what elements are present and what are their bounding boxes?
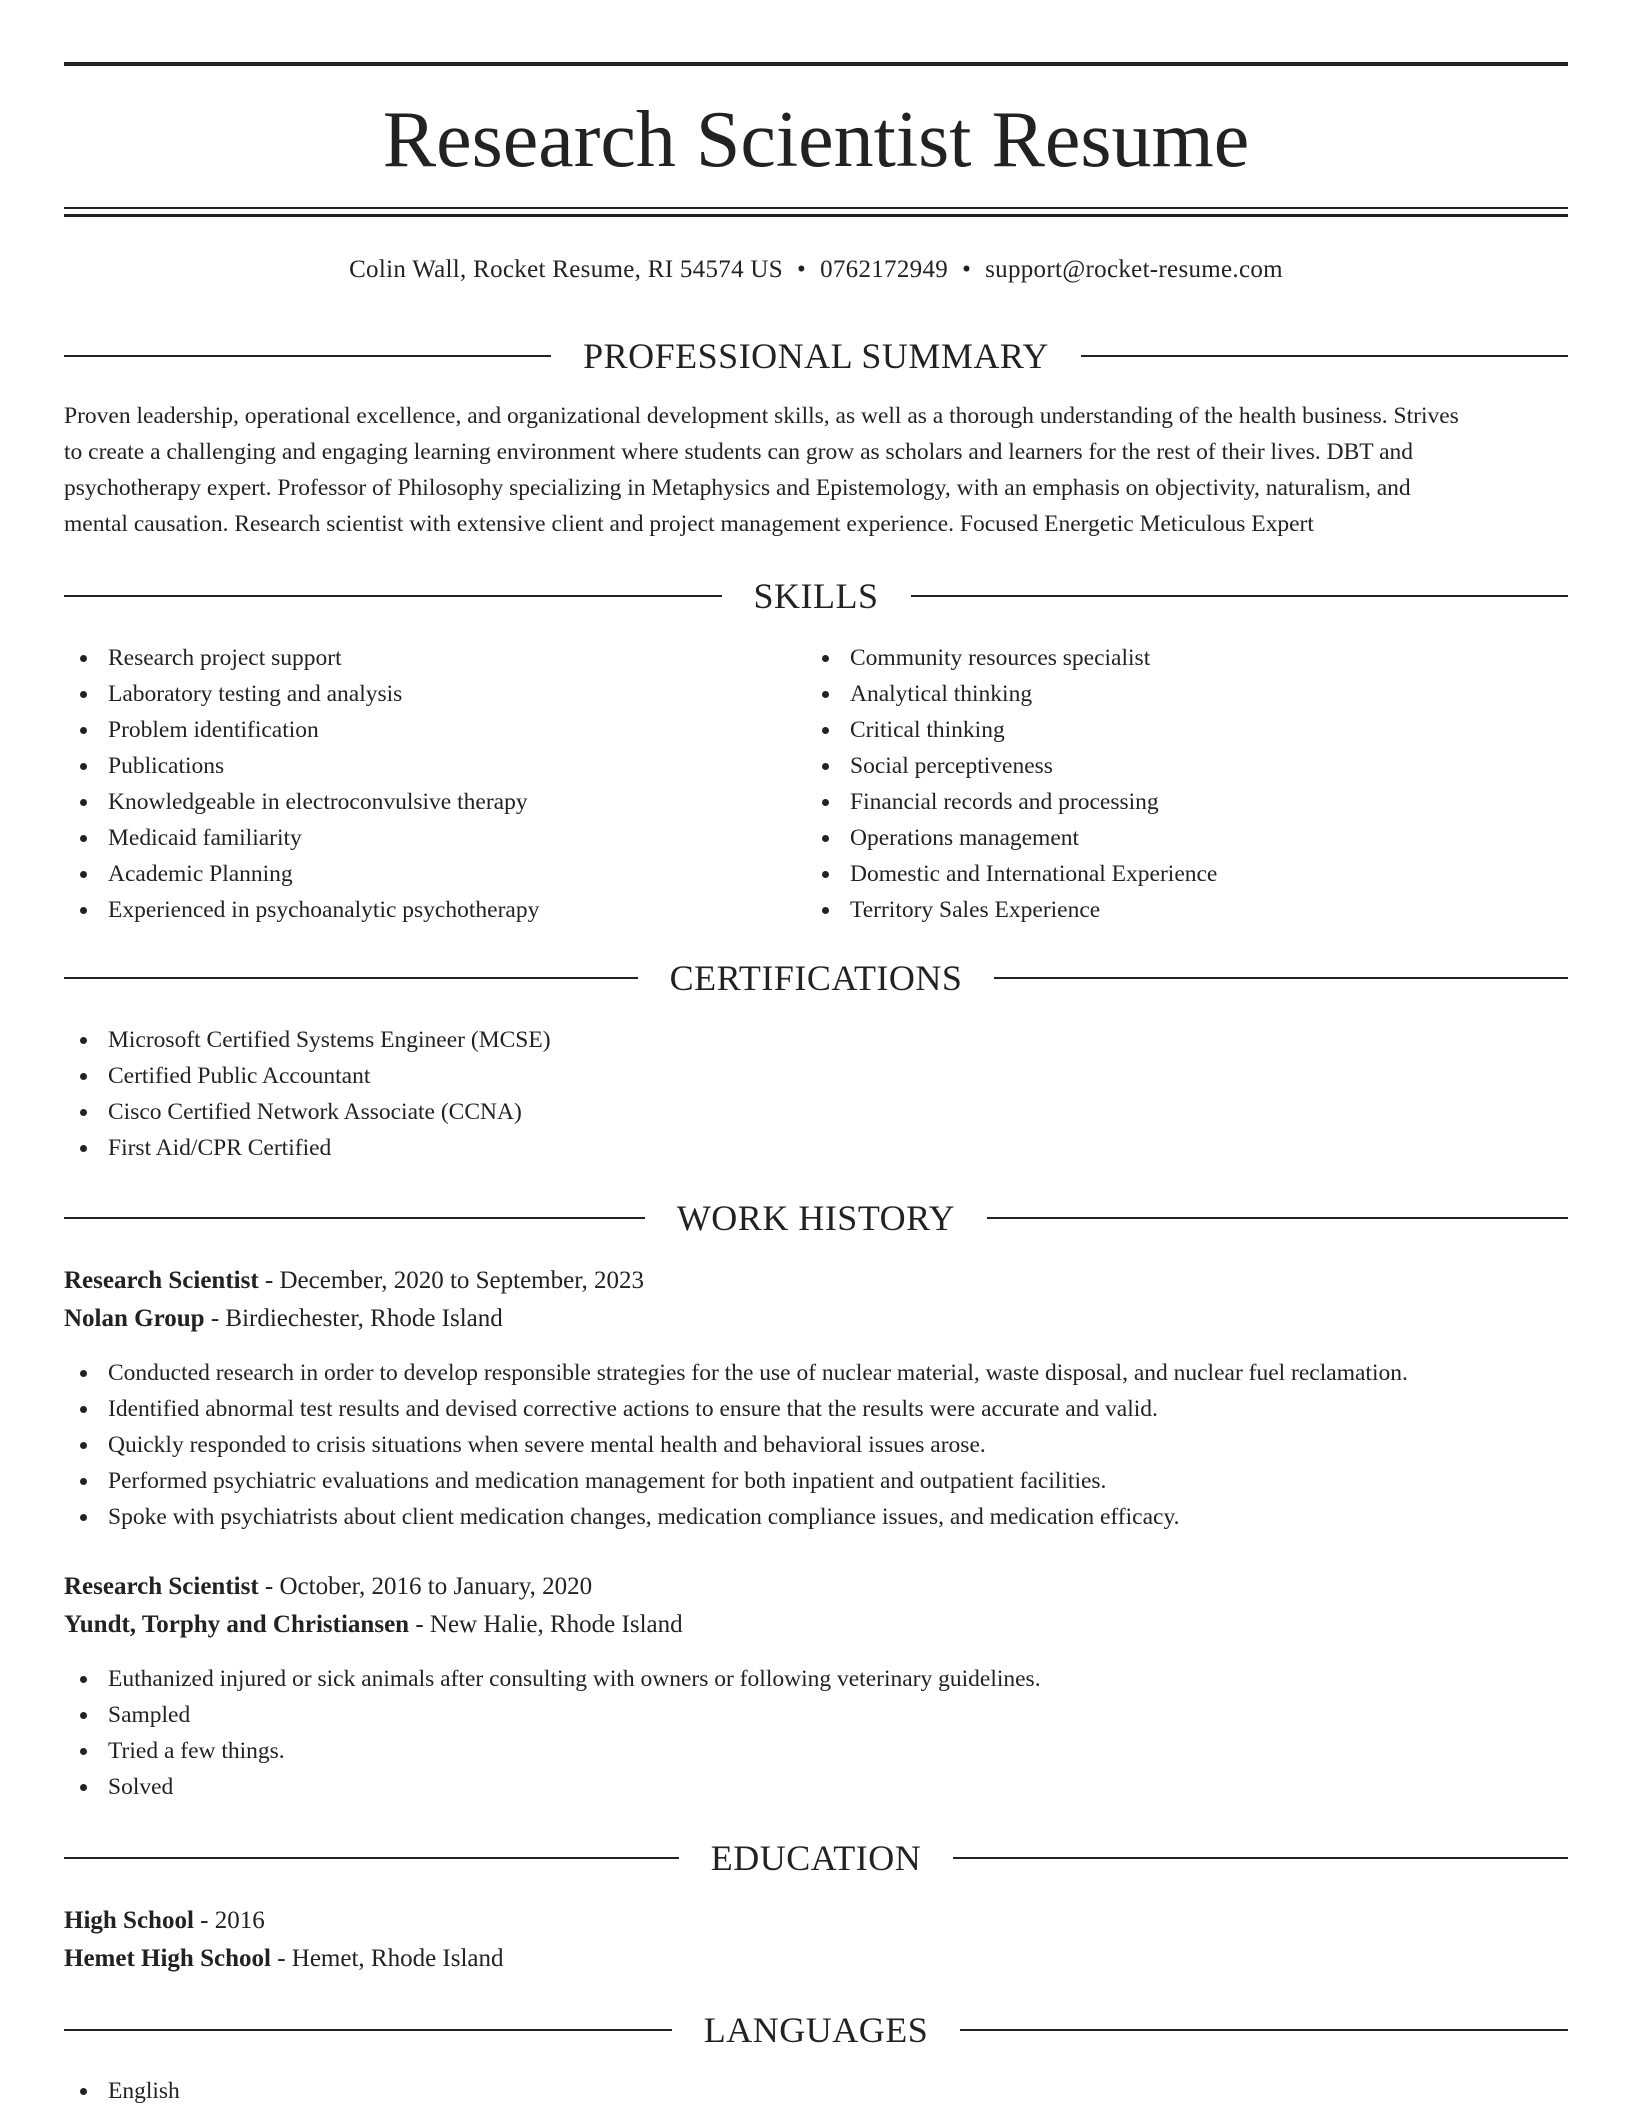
divider-line	[64, 2029, 672, 2031]
education-degree-line	[64, 1903, 1568, 1939]
divider-line	[960, 2029, 1568, 2031]
skill-item: Social perceptiveness	[806, 748, 1566, 784]
contact-email[interactable]: support@rocket-resume.com	[985, 256, 1283, 283]
divider-line	[64, 355, 551, 357]
contact-address: Colin Wall, Rocket Resume, RI 54574 US	[349, 256, 783, 283]
education-degree: High School	[64, 1907, 194, 1934]
job-bullets	[64, 1661, 1568, 1805]
contact-line	[64, 254, 1568, 286]
title-rule-upper	[64, 207, 1568, 209]
section-header-skills	[64, 574, 1568, 618]
skill-item: Academic Planning	[64, 856, 764, 892]
language-item: English	[64, 2073, 1568, 2109]
education-school-line	[64, 1941, 1568, 1977]
summary-line: to create a challenging and engaging learning environment where students can grow as scholars and learners for the rest of their lives. DBT and	[64, 439, 1414, 465]
education-school: Hemet High School	[64, 1945, 271, 1972]
certification-item: Cisco Certified Network Associate (CCNA)	[64, 1094, 1568, 1130]
divider-line	[64, 977, 638, 979]
job-title-line	[64, 1569, 1568, 1605]
certification-item: Microsoft Certified Systems Engineer (MCSE)	[64, 1022, 1568, 1058]
section-header-work-history	[64, 1196, 1568, 1240]
skills-list-left	[64, 640, 764, 928]
job-company: Yundt, Torphy and Christiansen	[64, 1611, 410, 1638]
section-title: LANGUAGES	[703, 2010, 929, 2050]
skills-list-right	[806, 640, 1566, 928]
section-header-languages	[64, 2008, 1568, 2052]
job-dates: - December, 2020 to September, 2023	[258, 1267, 645, 1294]
skill-item: Medicaid familiarity	[64, 820, 764, 856]
divider-line	[1081, 355, 1568, 357]
job-bullet: Euthanized injured or sick animals after consulting with owners or following veterinary guidelines.	[64, 1661, 1568, 1697]
divider-line	[994, 977, 1568, 979]
section-title: WORK HISTORY	[676, 1198, 956, 1238]
summary-text	[64, 398, 1568, 542]
job-company: Nolan Group	[64, 1305, 205, 1332]
resume-title: Research Scientist Resume	[382, 96, 1250, 184]
skill-item: Domestic and International Experience	[806, 856, 1566, 892]
skill-item: Knowledgeable in electroconvulsive therapy	[64, 784, 764, 820]
job-company-line	[64, 1607, 1568, 1643]
summary-line: Proven leadership, operational excellence, and organizational development skills, as well as a thorough understanding of the health business. Strives	[64, 403, 1459, 429]
title-rule-lower	[64, 214, 1568, 217]
job-dates: - October, 2016 to January, 2020	[258, 1573, 593, 1600]
divider-line	[64, 1857, 679, 1859]
job-title: Research Scientist	[64, 1267, 259, 1294]
skill-item: Territory Sales Experience	[806, 892, 1566, 928]
certifications-list	[64, 1022, 1568, 1166]
job-location: - New Halie, Rhode Island	[409, 1611, 683, 1638]
skill-item: Publications	[64, 748, 764, 784]
divider-line	[64, 595, 722, 597]
job-bullet: Tried a few things.	[64, 1733, 1568, 1769]
education-location: - Hemet, Rhode Island	[270, 1945, 504, 1972]
job-bullet: Solved	[64, 1769, 1568, 1805]
education-year: - 2016	[193, 1907, 265, 1934]
job-bullet: Performed psychiatric evaluations and medication management for both inpatient and outpatient facilities.	[64, 1463, 1568, 1499]
skill-item: Problem identification	[64, 712, 764, 748]
section-header-summary	[64, 334, 1568, 378]
top-rule	[64, 62, 1568, 66]
skill-item: Experienced in psychoanalytic psychotherapy	[64, 892, 764, 928]
divider-line	[987, 1217, 1568, 1219]
job-bullet: Spoke with psychiatrists about client medication changes, medication compliance issues, and medication efficacy.	[64, 1499, 1568, 1535]
skill-item: Financial records and processing	[806, 784, 1566, 820]
certification-item: First Aid/CPR Certified	[64, 1130, 1568, 1166]
job-bullet: Identified abnormal test results and devised corrective actions to ensure that the results were accurate and valid.	[64, 1391, 1568, 1427]
job-title-line	[64, 1263, 1568, 1299]
section-title: CERTIFICATIONS	[669, 958, 963, 998]
job-title: Research Scientist	[64, 1573, 259, 1600]
summary-line: psychotherapy expert. Professor of Philosophy specializing in Metaphysics and Epistemology, with an emphasis on objectivity, naturalism, and	[64, 475, 1411, 501]
divider-line	[953, 1857, 1568, 1859]
languages-list	[64, 2073, 1568, 2109]
contact-separator: •	[797, 256, 807, 283]
summary-line: mental causation. Research scientist with extensive client and project management experience. Focused Energetic Meticulous Expert	[64, 511, 1314, 537]
divider-line	[64, 1217, 645, 1219]
skill-item: Analytical thinking	[806, 676, 1566, 712]
job-location: - Birdiechester, Rhode Island	[204, 1305, 503, 1332]
skill-item: Research project support	[64, 640, 764, 676]
skill-item: Critical thinking	[806, 712, 1566, 748]
divider-line	[911, 595, 1569, 597]
skill-item: Community resources specialist	[806, 640, 1566, 676]
certification-item: Certified Public Accountant	[64, 1058, 1568, 1094]
section-title: SKILLS	[753, 576, 879, 616]
section-title: EDUCATION	[710, 1838, 922, 1878]
job-bullet: Conducted research in order to develop responsible strategies for the use of nuclear material, waste disposal, and nuclear fuel reclamation.	[64, 1355, 1568, 1391]
skill-item: Operations management	[806, 820, 1566, 856]
section-title: PROFESSIONAL SUMMARY	[583, 336, 1049, 376]
job-bullet: Quickly responded to crisis situations when severe mental health and behavioral issues arose.	[64, 1427, 1568, 1463]
job-bullet: Sampled	[64, 1697, 1568, 1733]
job-bullets	[64, 1355, 1568, 1535]
section-header-education	[64, 1836, 1568, 1880]
contact-separator: •	[962, 256, 972, 283]
section-header-certifications	[64, 956, 1568, 1000]
job-company-line	[64, 1301, 1568, 1337]
skill-item: Laboratory testing and analysis	[64, 676, 764, 712]
contact-phone: 0762172949	[820, 256, 949, 283]
